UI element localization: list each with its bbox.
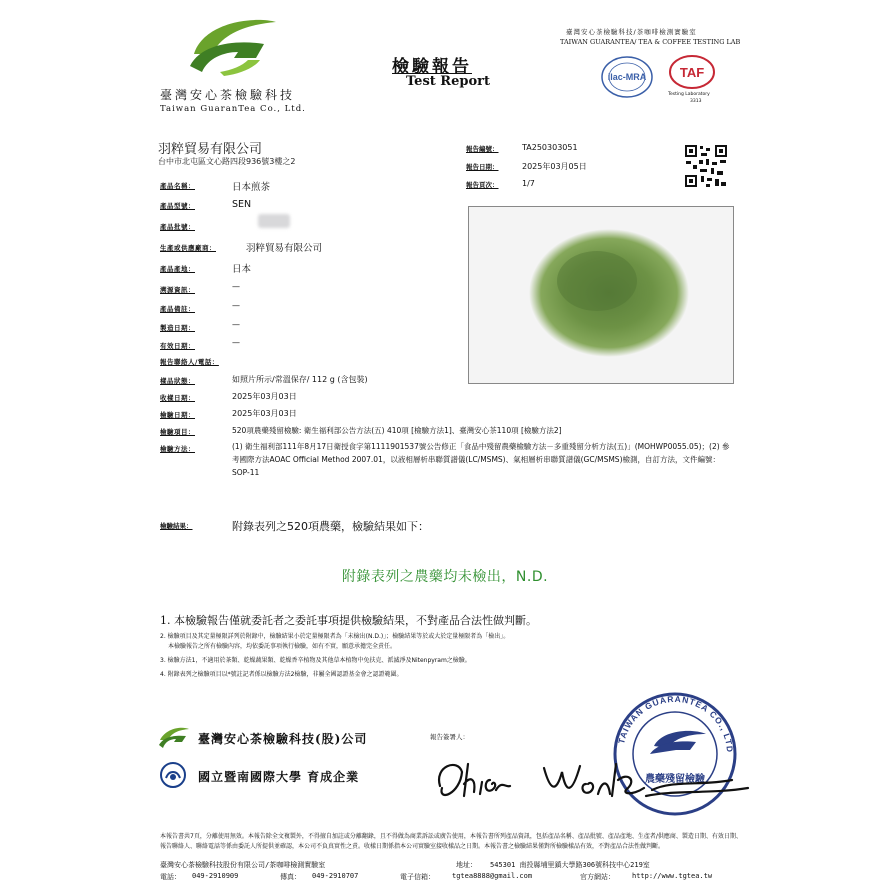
field-label-contact: 報告聯絡人/電話： <box>160 358 219 366</box>
result-label: 檢驗結果： <box>160 522 193 530</box>
result-intro: 附錄表列之520項農藥，檢驗結果如下： <box>232 520 429 533</box>
field-label-supplier: 生產或供應廠商： <box>160 244 216 252</box>
footer-company-name: 臺灣安心茶檢驗科技(股)公司 <box>198 732 368 746</box>
field-value-receive-date: 2025年03月03日 <box>232 392 297 401</box>
company-name-cn: 臺灣安心茶檢驗科技 <box>160 88 296 102</box>
field-label-method: 檢驗方法： <box>160 445 195 453</box>
disclaimer-text: 本報告書共7頁，分離使用無效。本報告除全文複製外，不得擅自加註或分離翻錄，且不得做為商業訴訟或廣告使用，本報告書所列產品資訊，包括產品名稱、產品批號、產品產地、生產者/供應商、製造日期、有效日期、報告聯絡人、聯絡電話等係由委託人所提供並確認，本公司不負真實性之責。收樣日期係指本公司實驗室接收樣品之日期。本報告書之檢驗結果僅對所檢驗樣品有效，不對產品合法性做判斷。 <box>160 833 742 850</box>
report-date-label: 報告日期： <box>466 163 499 171</box>
field-label-origin: 產品產地： <box>160 265 195 273</box>
field-label-trace: 溯源資訊： <box>160 286 195 294</box>
field-value-mfg-date: — <box>232 320 240 329</box>
report-title-en: Test Report <box>406 74 490 89</box>
method-text: (1) 衛生福利部111年8月17日衛授食字第1111901537號公告修正「食品中殘留農藥檢驗方法－多重殘留分析方法(五)」(MOHWP0055.05)；(2) 參考國際方法AOAC Official Method 2007.01，以液相層析串聯質譜儀(LC/MSMS)、氣相層析串聯質譜儀(GC/MSMS)檢測，自訂方法，文件編號：SOP-11 <box>232 442 730 477</box>
field-value-origin: 日本 <box>232 264 252 275</box>
field-value-test-date: 2025年03月03日 <box>232 409 297 418</box>
taf-label: TAF <box>679 65 705 80</box>
field-value-supplier: 羽粹貿易有限公司 <box>246 243 323 254</box>
footer-company-logo-icon <box>158 726 190 750</box>
field-value-sample-state: 如照片所示/常溫保存/ 112 g (含包裝) <box>232 375 368 384</box>
footer-website: http://www.tgtea.tw <box>632 872 713 880</box>
field-label-mfg-date: 製造日期： <box>160 324 195 332</box>
note-2b: 本檢驗報告之所有檢驗內容，均依委託事項執行檢驗，如有不實，願意承擔完全責任。 <box>168 643 397 650</box>
ilac-label: ilac-MRA <box>607 72 647 82</box>
customer-address: 台中市北屯區文心路四段936號3樓之2 <box>158 157 296 166</box>
note-3: 3. 檢驗方法1，不適用於茶類、乾燥蔬果類、乾燥香辛植物及其他草本植物中免扶克、派滅淨及Nitenpyram之檢驗。 <box>160 657 471 664</box>
footer-email: tgtea8888@gmail.com <box>452 872 533 880</box>
field-value-remark: — <box>232 301 240 310</box>
field-value-exp-date: — <box>232 338 240 347</box>
field-label-test-date: 檢驗日期： <box>160 411 195 419</box>
report-number-label: 報告編號： <box>466 145 499 153</box>
batch-redacted <box>258 214 290 228</box>
lab-name-en: TAIWAN GUARANTEA/ TEA & COFFEE TESTING LAB <box>560 38 741 46</box>
ilac-mra-logo-icon <box>600 54 654 100</box>
field-label-product-name: 產品名稱： <box>160 182 195 190</box>
qr-code-icon <box>684 144 728 188</box>
footer-email-label: 電子信箱： <box>400 873 435 881</box>
footer-phone: 049-2910909 <box>192 872 239 880</box>
field-value-test-items: 520項農藥殘留檢驗: 衛生福利部公告方法(五) 410項 [檢驗方法1]、臺灣安心茶110項 [檢驗方法2] <box>232 426 562 435</box>
result-conclusion: 附錄表列之農藥均未檢出，N.D. <box>341 569 549 585</box>
footer-address: 545301 南投縣埔里鎮大學路306號科技中心219室 <box>490 861 650 869</box>
university-logo-icon <box>160 762 186 788</box>
field-label-sample-state: 樣品狀態： <box>160 377 195 385</box>
field-label-receive-date: 收樣日期： <box>160 394 195 402</box>
field-label-remark: 產品備註： <box>160 305 195 313</box>
test-report-page <box>140 0 750 885</box>
footer-fax-label: 傳真： <box>280 873 301 881</box>
report-title-cn: 檢驗報告 <box>392 57 472 77</box>
footer-phone-label: 電話： <box>160 873 181 881</box>
footer-fax: 049-2910707 <box>312 872 359 880</box>
note-1: 1. 本檢驗報告僅就委託者之委託事項提供檢驗結果，不對產品合法性做判斷。 <box>160 614 537 627</box>
sample-photo <box>468 206 734 384</box>
signature-image <box>432 750 752 810</box>
footer-web-label: 官方網站： <box>580 873 615 881</box>
field-value-product-name: 日本煎茶 <box>232 182 271 193</box>
report-page-label: 報告頁次： <box>466 181 499 189</box>
company-name-en: Taiwan GuaranTea Co., Ltd. <box>160 104 306 114</box>
field-value-trace: — <box>232 282 240 291</box>
seal-center-text: 農藥殘留檢驗 <box>645 774 705 785</box>
taf-caption: Testing Laboratory <box>668 92 710 97</box>
field-value-model: SEN <box>232 199 252 210</box>
lab-name-cn: 臺灣安心茶檢驗科技/茶咖啡檢測實驗室 <box>566 28 697 36</box>
footer-address-label: 地址： <box>456 861 477 869</box>
signer-label: 報告簽署人： <box>430 733 469 741</box>
company-logo-icon <box>184 14 280 82</box>
customer-name: 羽粹貿易有限公司 <box>158 142 263 157</box>
report-number: TA250303051 <box>522 143 578 152</box>
field-label-batch: 產品批號： <box>160 223 195 231</box>
field-label-model: 產品型號： <box>160 202 195 210</box>
university-incubator-name: 國立暨南國際大學 育成企業 <box>198 770 360 784</box>
seal-ring-text: TAIWAN GUARANTEA CO., LTD <box>616 693 736 754</box>
footer-lab-name: 臺灣安心茶檢驗科技股份有限公司/茶咖啡檢測實驗室 <box>160 861 326 869</box>
report-date: 2025年03月05日 <box>522 162 587 171</box>
note-4: 4. 附錄表列之檢驗項目以*號註記者係以檢驗方法2檢驗，非屬全國認證基金會之認證範圍。 <box>160 671 403 678</box>
note-2: 2. 檢驗項目及其定量極限詳列於附錄中，檢驗結果小於定量極限者為「未檢出(N.D.)」；檢驗結果等於或大於定量極限者為「檢出」。 <box>160 633 510 640</box>
field-label-test-items: 檢驗項目： <box>160 428 195 436</box>
taf-number: 3313 <box>690 99 702 104</box>
field-label-exp-date: 有效日期： <box>160 342 195 350</box>
report-page: 1/7 <box>522 179 535 188</box>
